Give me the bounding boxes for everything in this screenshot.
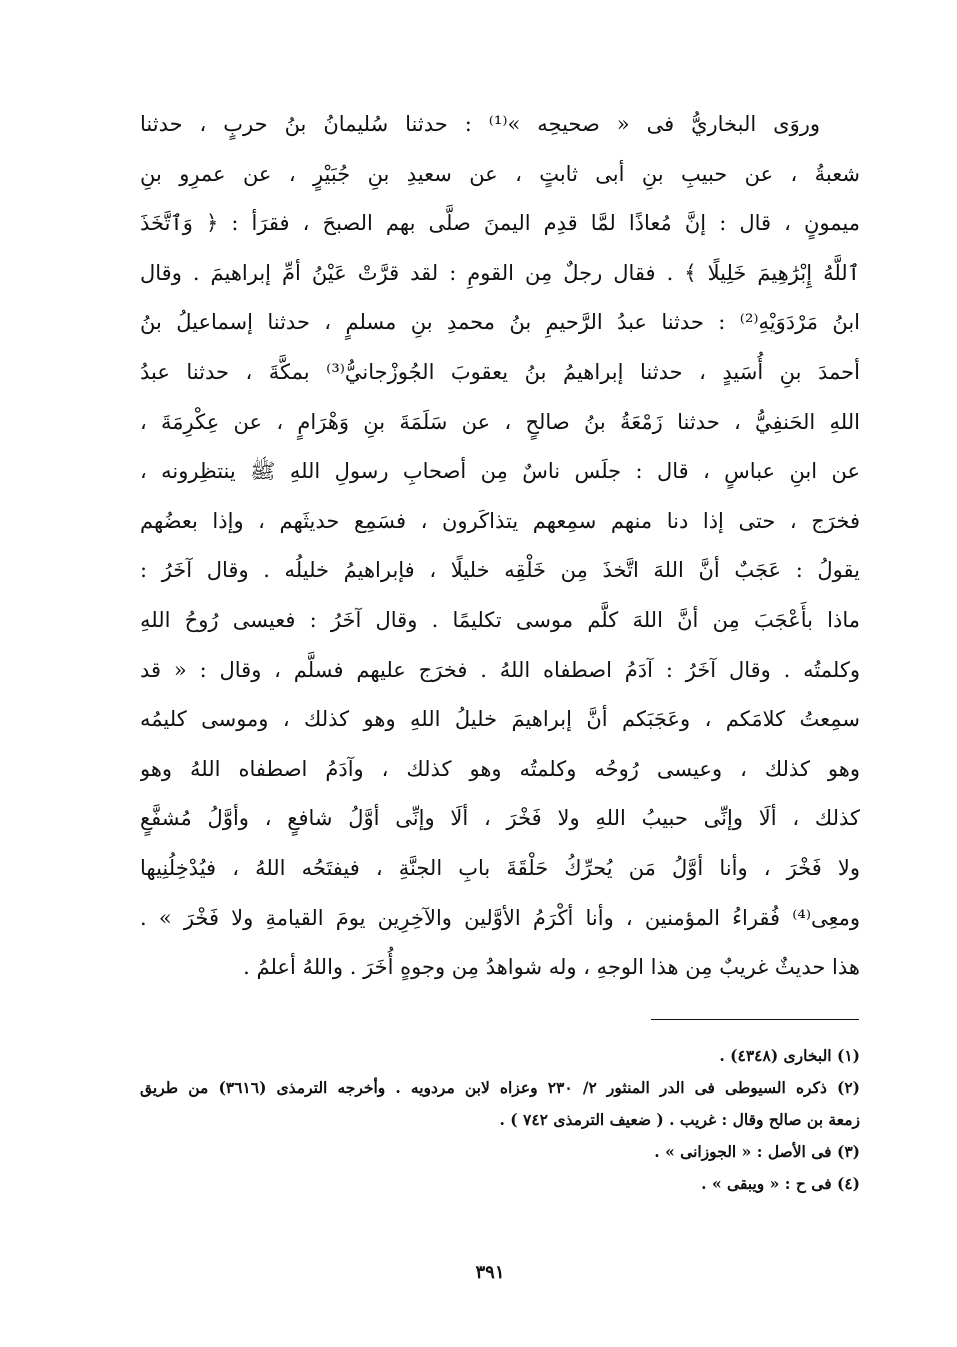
footnotes-block bbox=[140, 1040, 860, 1200]
text-line: ابنُ مَرْدَوَيْهِ⁽²⁾ : حدثنا عبدُ الرَّحيمِ بنُ محمدِ بنِ مسلمٍ ، حدثنا إسماعيلُ بنُ bbox=[140, 310, 860, 335]
text-line: أحمدَ بنِ أُسَيدٍ ، حدثنا إبراهيمُ بنُ يعقوبَ الجُوزْجانيُّ⁽³⁾ بمكَّةَ ، حدثنا عبدُ bbox=[140, 359, 860, 384]
text-line: شعبةُ ، عن حبيبِ بنِ أبى ثابتٍ ، عن سعيدِ بنِ جُبَيْرٍ ، عن عمرِو بنِ bbox=[140, 161, 860, 186]
text-line: وروَى البخاريُّ فى « صحيحِه »⁽¹⁾ : حدثنا سُليمانُ بنُ حربٍ ، حدثنا bbox=[140, 112, 820, 136]
text-line: هذا حديثٌ غريبٌ مِن هذا الوجهِ ، وله شواهدُ مِن وجوهٍ أُخَرَ . واللهُ أعلمُ . bbox=[243, 955, 860, 980]
text-line: فخرَج ، حتى إذا دنا منهم سمِعهم يتذاكَرون ، فسَمِع حديثَهم ، وإذا بعضُهم bbox=[140, 508, 860, 533]
page-number: ٣٩١ bbox=[475, 1262, 505, 1283]
text-line: سمِعتُ كلامَكم ، وعَجَبَكم أنَّ إبراهيمَ خليلُ اللهِ وهو كذلك ، وموسى كليمُه bbox=[140, 707, 860, 732]
footnote-2: (٢) ذكره السيوطى فى الدر المنثور ٢/ ٢٣٠ وعزاه لابن مردويه . وأخرجه الترمذى (٣٦١٦) من طريق bbox=[140, 1078, 860, 1097]
text-line: ماذا بأَعْجَبَ مِن أنَّ اللهَ كلَّم موسى تكليمًا . وقال آخَرُ : فعيسى رُوحُ اللهِ bbox=[140, 607, 860, 632]
text-line: وكلمتُه . وقال آخَرُ : آدَمُ اصطفاه اللهُ . فخرَج عليهم فسلَّم ، وقال : « قد bbox=[140, 657, 860, 682]
footnote-4: (٤) فى ح : « ويبقى » . bbox=[701, 1174, 860, 1193]
text-line: يقولُ : عَجَبٌ أنَّ اللهَ اتَّخذَ مِن خَلْقِه خليلًا ، فإبراهيمُ خليلُه . وقال آخَرُ : bbox=[140, 558, 860, 583]
text-line: وهو كذلك ، وعيسى رُوحُه وكلمتُه وهو كذلك ، وآدَمُ اصطفاه اللهُ وهو bbox=[140, 756, 860, 781]
text-line: عن ابنِ عباسٍ ، قال : جلَس ناسٌ مِن أصحابِ رسولِ اللهِ ﷺ ينتظِرونه ، bbox=[140, 459, 860, 484]
text-line: ميمونٍ ، قال : إنَّ مُعاذًا لمَّا قدِم اليمنَ صلَّى بهم الصبحَ ، فقرَأ : ﴿ وَٱتَّخَذَ bbox=[140, 211, 860, 236]
main-text-block bbox=[140, 100, 860, 993]
footnote-1: (١) البخارى (٤٣٤٨) . bbox=[719, 1046, 860, 1065]
text-line: اللهِ الحَنفِيُّ ، حدثنا زَمْعَةُ بنُ صالحٍ ، عن سَلَمَةَ بنِ وَهْرَامٍ ، عن عِكْرِمَةَ ، bbox=[140, 409, 860, 434]
text-line: ولا فَخْرَ ، وأنا أوَّلُ مَن يُحرِّكُ حَلْقَةَ بابِ الجنَّةِ ، فيفتَحُه اللهُ ، فيُدْخِلُنِيها bbox=[140, 855, 860, 880]
text-line: ٱللَّهُ إِبْرَٰهِيمَ خَلِيلًا ﴾ . فقال رجلٌ مِن القومِ : لقد قرَّتْ عَيْنُ أمِّ إبراهيمَ . وقال bbox=[140, 260, 860, 285]
text-line: كذلك ، ألَا وإنِّى حبيبُ اللهِ ولا فَخْرَ ، ألَا وإنِّى أوَّلُ شافعٍ ، وأوَّلُ مُشفَّعٍ bbox=[140, 806, 860, 831]
footnote-2-continued: زمعة بن صالح وقال : غريب . ( ضعيف الترمذى ٧٤٢ ) . bbox=[499, 1110, 860, 1129]
text-line: ومعِى⁽⁴⁾ فُقراءُ المؤمنين ، وأنا أكْرَمُ الأوَّلين والآخِرِين يومَ القيامةِ ولا فَخْرَ » . bbox=[140, 905, 860, 930]
footnote-3: (٣) فى الأصل : « الجوزانى » . bbox=[654, 1142, 860, 1161]
footnote-separator bbox=[651, 1019, 859, 1020]
